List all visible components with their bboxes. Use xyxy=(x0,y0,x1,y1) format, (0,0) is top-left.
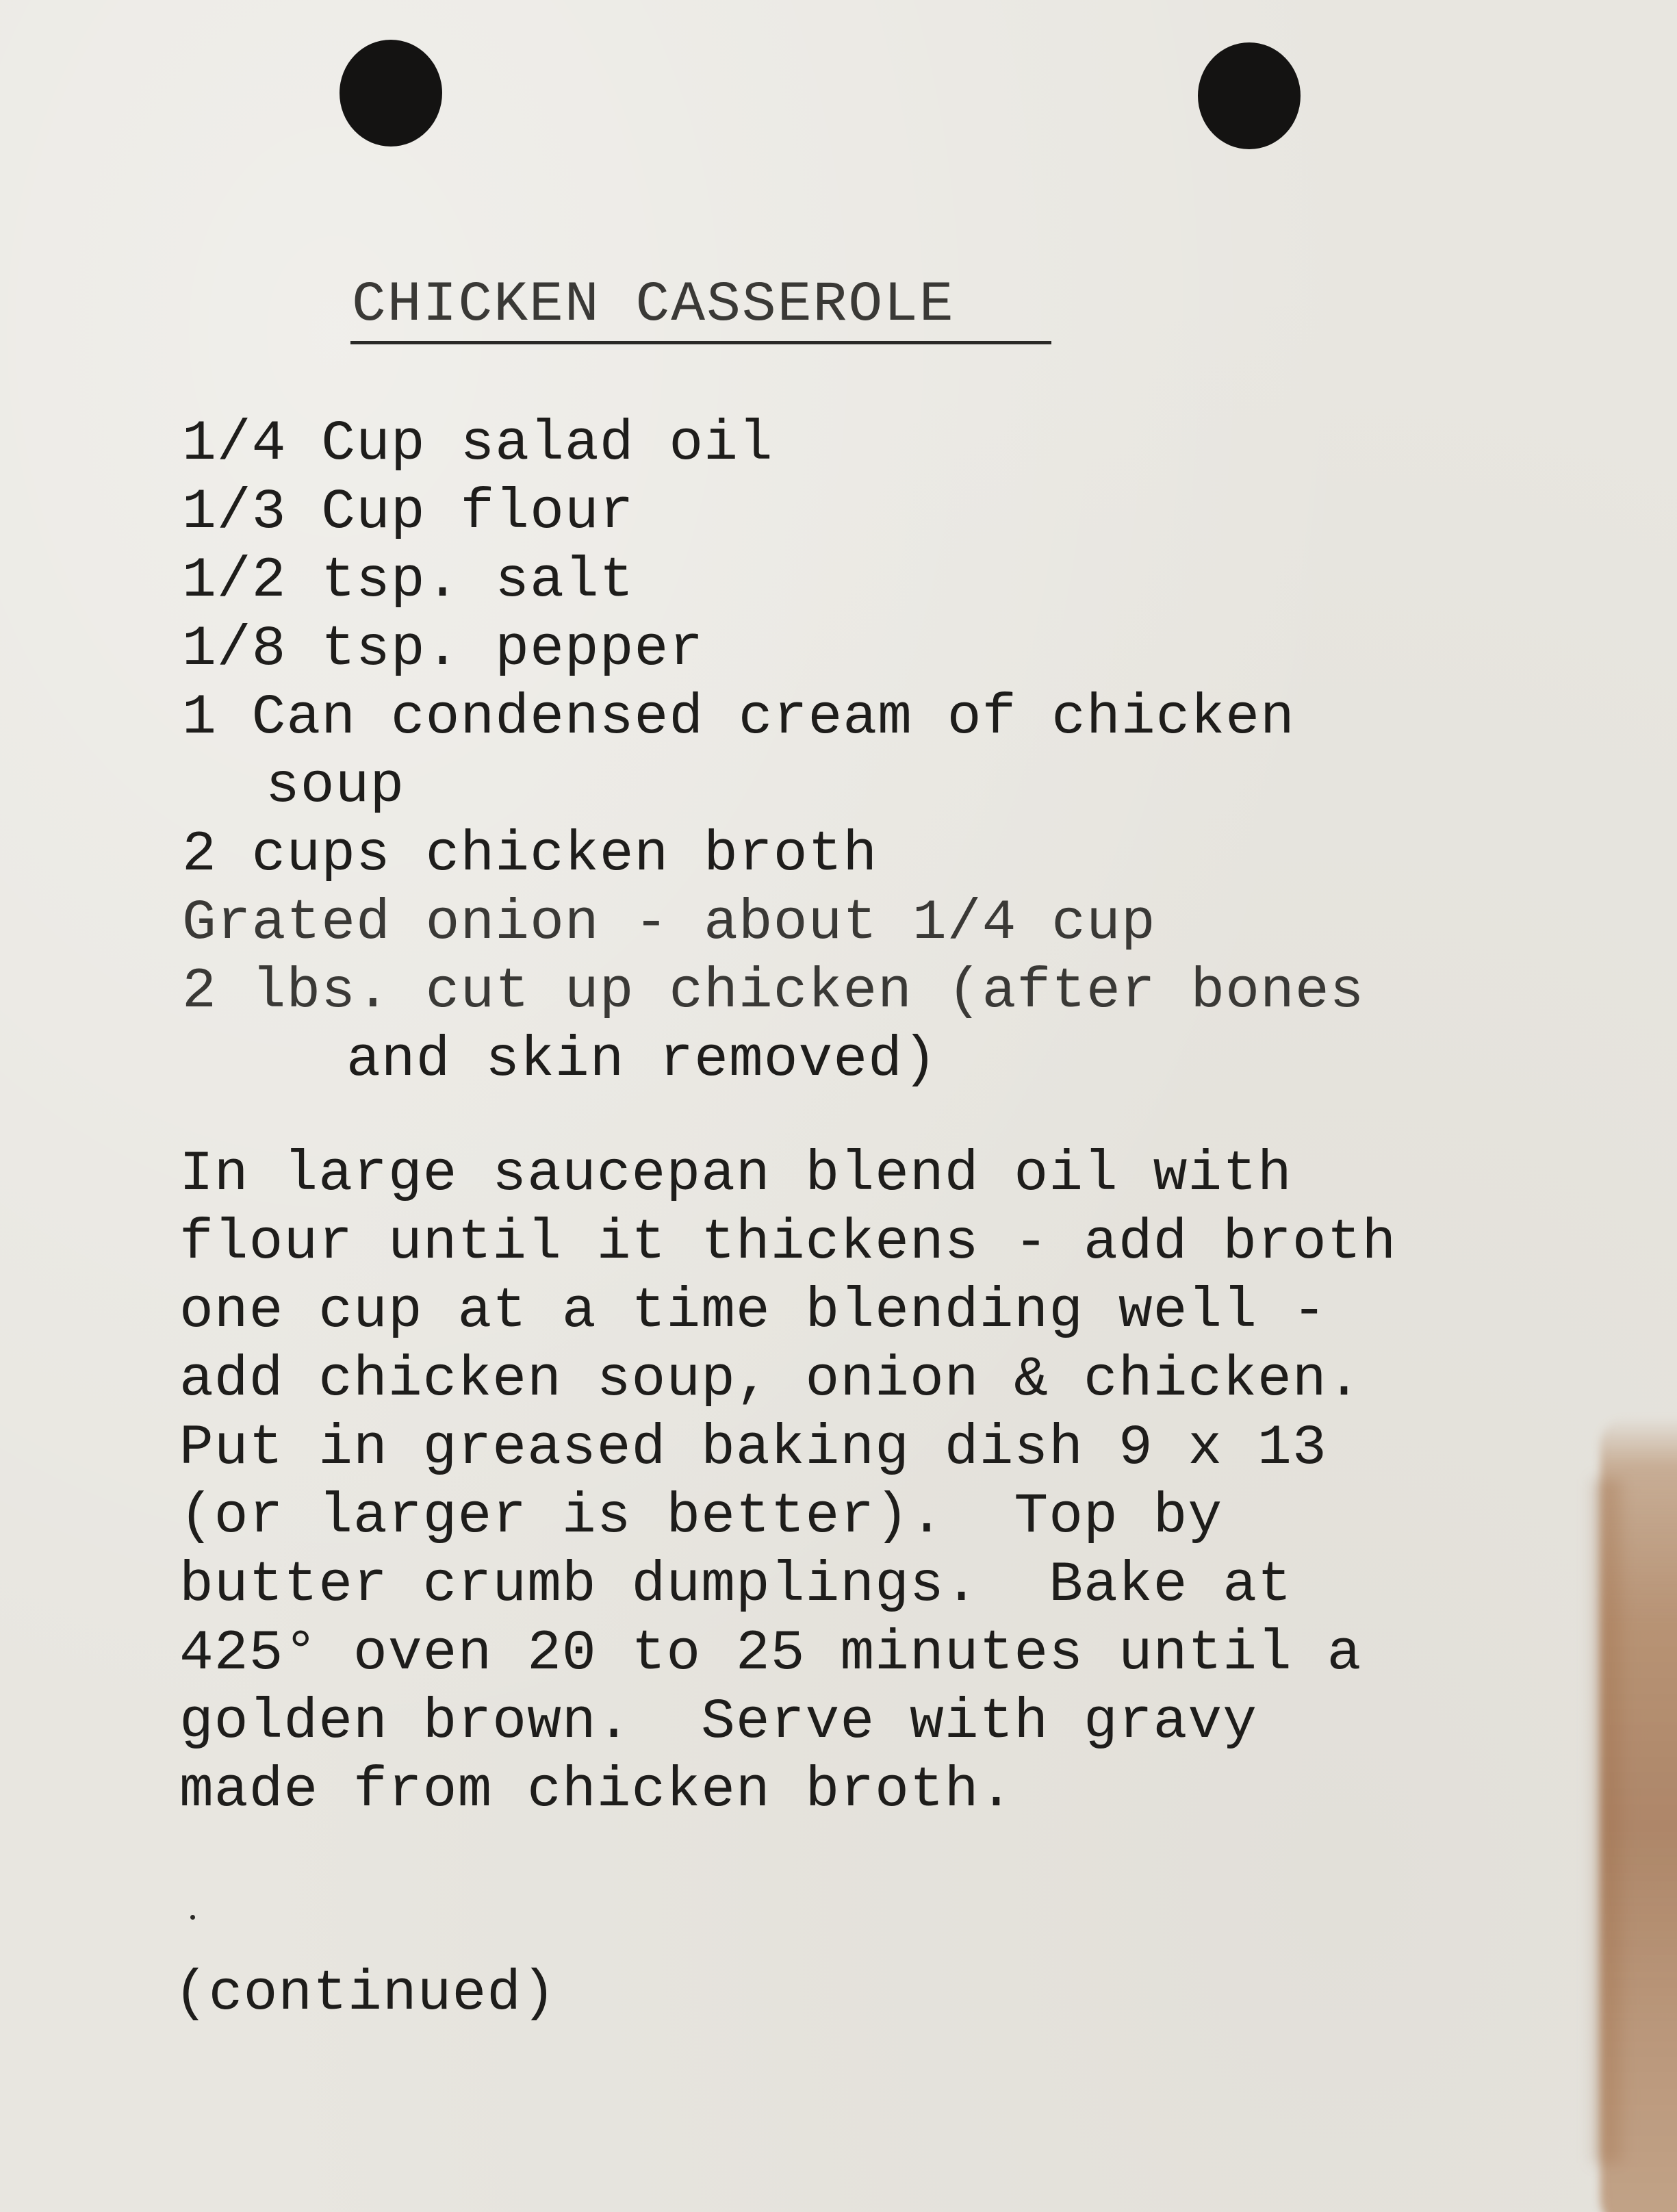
ingredient-line: 2 lbs. cut up chicken (after bones xyxy=(182,959,1365,1024)
ink-speck xyxy=(190,1915,195,1920)
binder-hole-left xyxy=(340,40,442,147)
directions-line: made from chicken broth. xyxy=(179,1758,1014,1822)
ingredient-line: 1/3 Cup flour xyxy=(182,480,635,544)
ingredient-line: 1 Can condensed cream of chicken xyxy=(182,685,1295,750)
directions-line: Put in greased baking dish 9 x 13 xyxy=(179,1416,1327,1480)
directions-line: In large saucepan blend oil with xyxy=(179,1142,1292,1206)
directions-line: (or larger is better). Top by xyxy=(179,1484,1223,1549)
directions-line: golden brown. Serve with gravy xyxy=(179,1690,1258,1754)
ingredient-line: Grated onion - about 1/4 cup xyxy=(182,891,1156,955)
binder-hole-right xyxy=(1198,42,1301,149)
title-underline xyxy=(350,341,1051,344)
stain-mark xyxy=(1600,1417,1677,2212)
ingredient-line: 1/8 tsp. pepper xyxy=(182,617,704,681)
directions-line: one cup at a time blending well - xyxy=(179,1279,1327,1343)
stain-mark-edge xyxy=(1588,1479,1629,2163)
ingredient-line: 2 cups chicken broth xyxy=(182,822,878,887)
continued-note: (continued) xyxy=(174,1961,556,2026)
directions-line: 425° oven 20 to 25 minutes until a xyxy=(179,1621,1362,1686)
directions-line: flour until it thickens - add broth xyxy=(179,1210,1397,1275)
ingredient-line-continuation: and skin removed) xyxy=(346,1028,938,1092)
ingredient-line: 1/2 tsp. salt xyxy=(182,548,635,613)
ingredient-line: 1/4 Cup salad oil xyxy=(182,411,773,476)
ingredient-line-continuation: soup xyxy=(266,754,405,818)
recipe-title: CHICKEN CASSEROLE xyxy=(352,272,955,337)
directions-line: butter crumb dumplings. Bake at xyxy=(179,1553,1292,1617)
directions-line: add chicken soup, onion & chicken. xyxy=(179,1347,1362,1412)
